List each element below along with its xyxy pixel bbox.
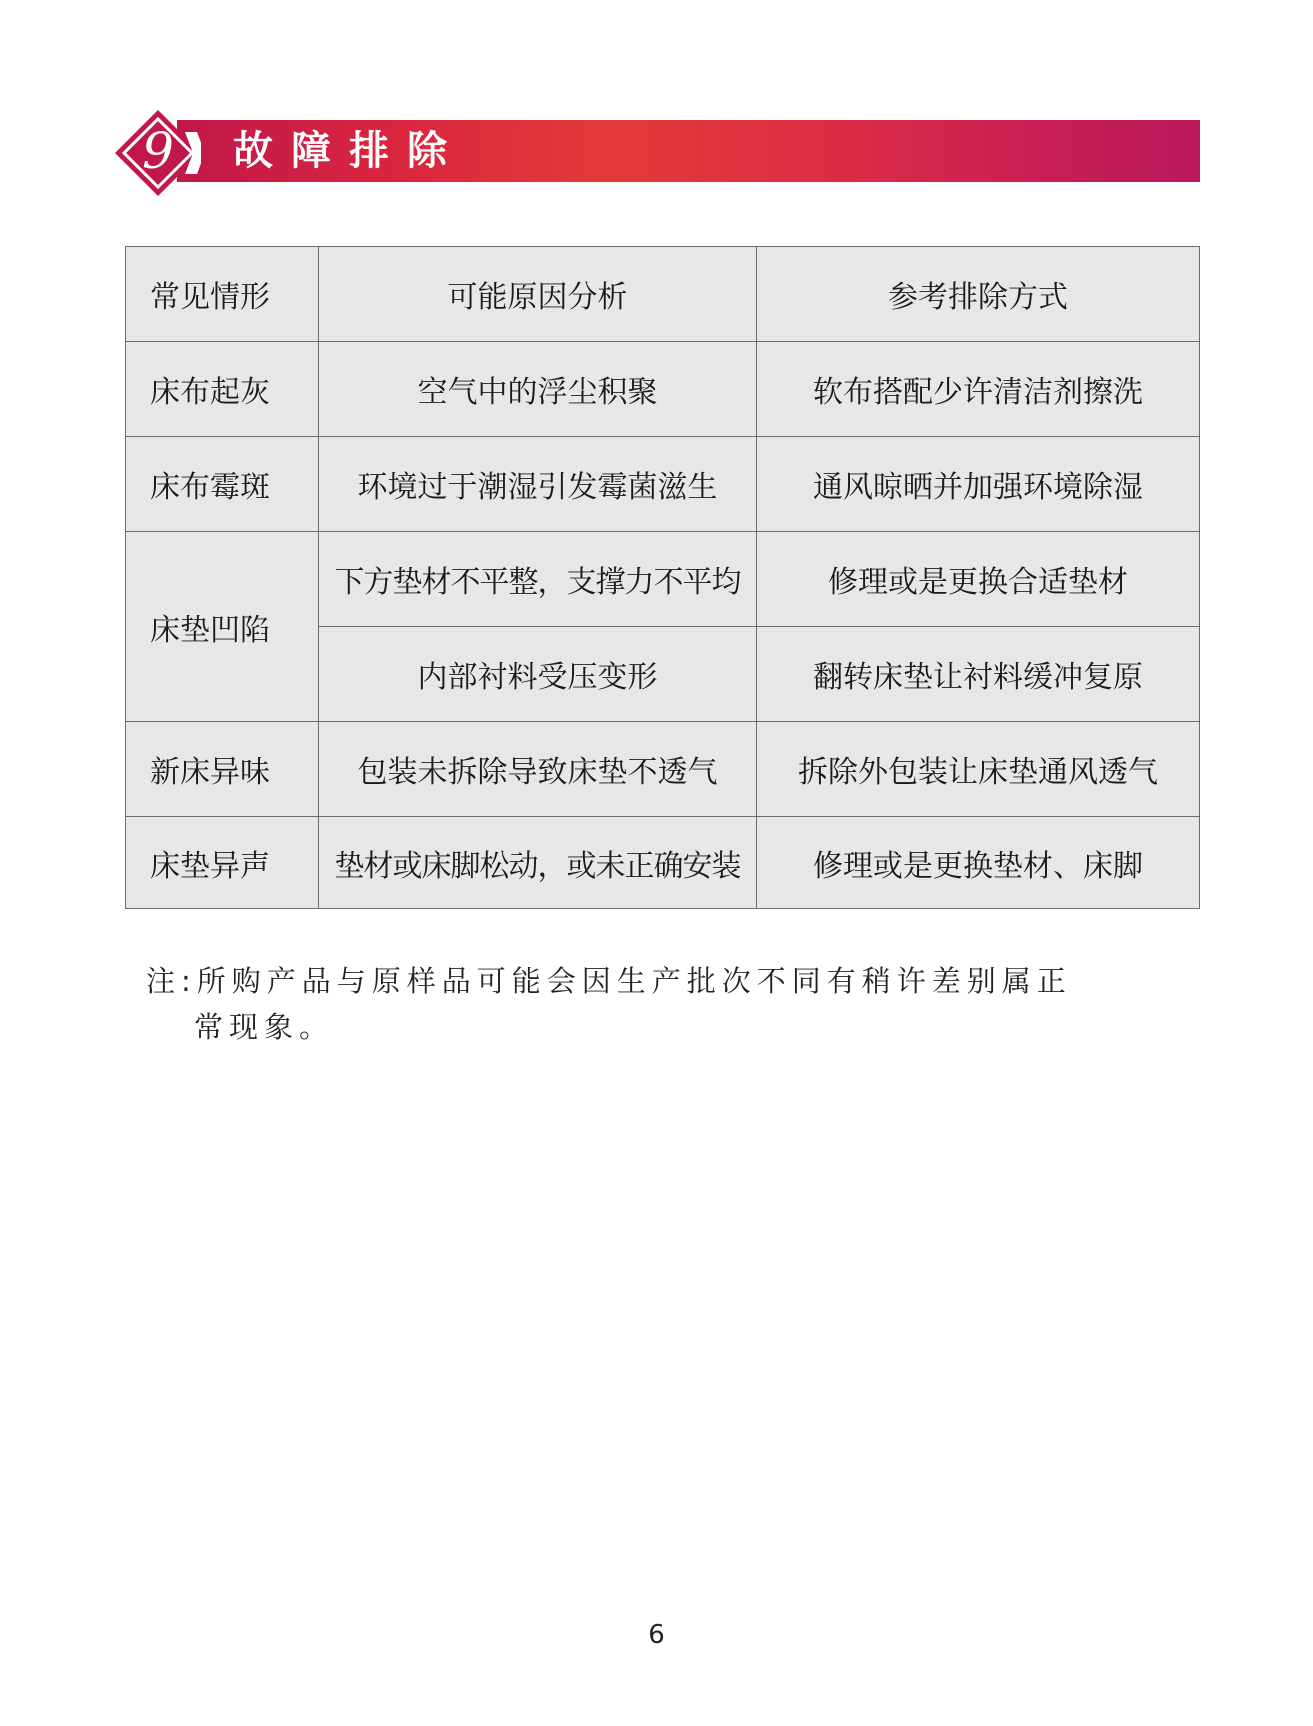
section-number: 9	[142, 122, 174, 180]
header-solution: 参考排除方式	[757, 247, 1200, 342]
note-line-2: 常现象。	[194, 1010, 335, 1044]
situation-cell: 床布霉斑	[126, 437, 319, 532]
solution-cell: 拆除外包装让床垫通风透气	[757, 722, 1200, 817]
troubleshooting-table-wrapper	[125, 246, 1199, 909]
header-cause: 可能原因分析	[319, 247, 757, 342]
solution-cell: 翻转床垫让衬料缓冲复原	[757, 627, 1200, 722]
solution-cell: 修理或是更换垫材、床脚	[757, 817, 1200, 909]
cause-cell: 垫材或床脚松动，或未正确安装	[319, 817, 757, 909]
section-title: 故障排除	[233, 128, 465, 174]
situation-cell: 床布起灰	[126, 342, 319, 437]
table-row	[126, 817, 1200, 909]
cause-cell: 包装未拆除导致床垫不透气	[319, 722, 757, 817]
header-situation: 常见情形	[126, 247, 319, 342]
note-line-1: 注:所购产品与原样品可能会因生产批次不同有稍许差别属正	[146, 964, 1072, 998]
solution-cell: 通风晾晒并加强环境除湿	[757, 437, 1200, 532]
situation-cell: 床垫凹陷	[126, 532, 319, 722]
table-row	[126, 532, 1200, 627]
cause-cell: 内部衬料受压变形	[319, 627, 757, 722]
table-row	[126, 437, 1200, 532]
situation-cell: 床垫异声	[126, 817, 319, 909]
solution-cell: 修理或是更换合适垫材	[757, 532, 1200, 627]
table-row	[126, 342, 1200, 437]
situation-cell: 新床异味	[126, 722, 319, 817]
table-row	[126, 722, 1200, 817]
section-header	[115, 110, 1200, 196]
cause-cell: 环境过于潮湿引发霉菌滋生	[319, 437, 757, 532]
section-number-badge	[115, 110, 201, 196]
solution-cell: 软布搭配少许清洁剂擦洗	[757, 342, 1200, 437]
cause-cell: 空气中的浮尘积聚	[319, 342, 757, 437]
table-header-row	[126, 247, 1200, 342]
page-number: 6	[648, 1620, 665, 1650]
troubleshooting-table	[125, 246, 1200, 909]
cause-cell: 下方垫材不平整，支撑力不平均	[319, 532, 757, 627]
note	[146, 958, 1206, 1050]
